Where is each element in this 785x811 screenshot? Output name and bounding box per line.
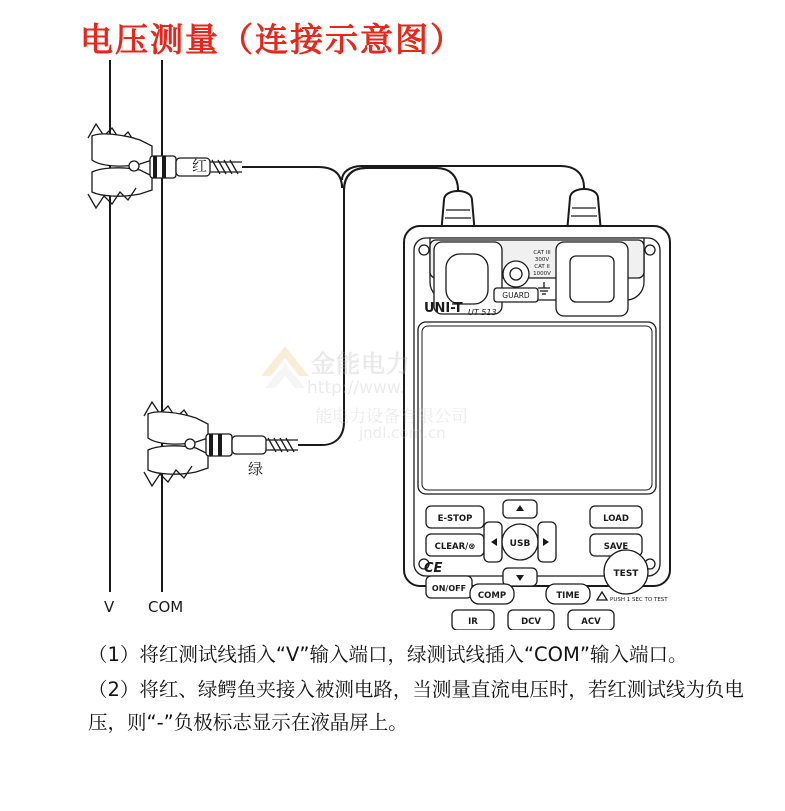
- watermark-domain: jndl.com.cn: [359, 424, 446, 442]
- instruction-2: （2）将红、绿鳄鱼夹接入被测电路，当测量直流电压时，若红测试线为负电压，则“-”负极标志显示在液晶屏上。: [88, 678, 744, 734]
- svg-text:CLEAR/⊗: CLEAR/⊗: [434, 542, 476, 552]
- label-terminal-v: V: [104, 598, 115, 616]
- instruction-1: （1）将红测试线插入“V”输入端口，绿测试线插入“COM”输入端口。: [88, 643, 688, 666]
- svg-text:E-STOP: E-STOP: [437, 514, 473, 524]
- watermark-company: 能电力设备有限公司: [315, 407, 468, 427]
- watermark-url: http://www.: [307, 378, 405, 398]
- cat-warning-1: CAT III: [533, 250, 551, 256]
- svg-text:IR: IR: [468, 617, 478, 627]
- svg-text:LOAD: LOAD: [603, 514, 629, 524]
- ce-mark: CE: [424, 561, 443, 576]
- svg-text:COMP: COMP: [477, 591, 507, 601]
- green-alligator-clip: [144, 402, 298, 486]
- instructions: [88, 638, 748, 741]
- svg-text:TIME: TIME: [556, 591, 580, 601]
- svg-text:ACV: ACV: [581, 617, 601, 627]
- svg-text:TEST: TEST: [613, 569, 639, 579]
- brand-label: UNI-T: [424, 301, 463, 316]
- watermark-brand: 金能电力: [311, 350, 411, 378]
- test-note: PUSH 1 SEC TO TEST: [610, 597, 668, 603]
- page-title: 电压测量（连接示意图）: [80, 20, 465, 59]
- label-terminal-com: COM: [148, 598, 184, 616]
- insulation-tester-meter: [404, 226, 670, 630]
- svg-text:ON/OFF: ON/OFF: [431, 584, 467, 593]
- diagram-svg: [0, 60, 785, 630]
- green-cable: [298, 168, 366, 445]
- guard-label: GUARD: [502, 291, 530, 300]
- green-cable-to-meter: [344, 168, 458, 202]
- connection-diagram: [0, 60, 785, 630]
- red-alligator-clip: [88, 124, 342, 208]
- svg-text:SAVE: SAVE: [603, 542, 629, 552]
- svg-text:DCV: DCV: [521, 617, 541, 627]
- cat-warning-2: 300V: [534, 257, 550, 263]
- label-green-lead: 绿: [248, 460, 264, 478]
- cat-warning-4: 1000V: [533, 271, 551, 277]
- model-label: UT 513: [468, 308, 497, 317]
- label-red-lead: 红: [192, 157, 208, 175]
- svg-text:USB: USB: [509, 539, 531, 549]
- cat-warning-3: CAT II: [534, 264, 550, 270]
